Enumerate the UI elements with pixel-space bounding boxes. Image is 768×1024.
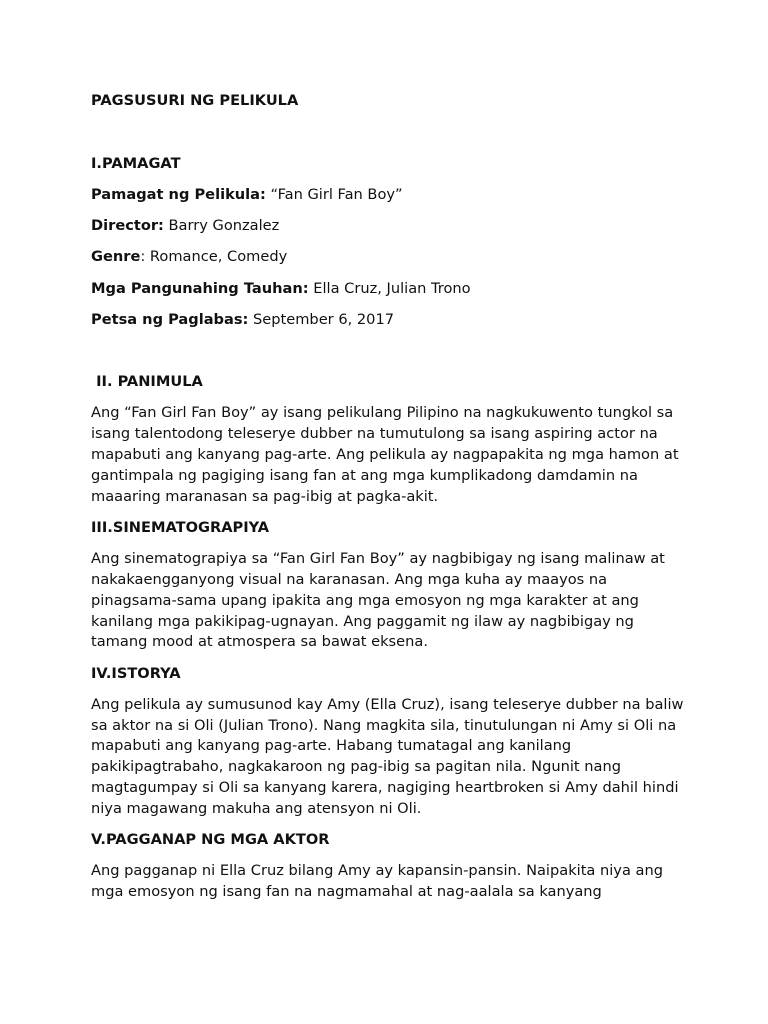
- field-petsa-ng-paglabas: [91, 310, 691, 331]
- section-spacer: [91, 341, 691, 372]
- field-label: Mga Pangunahing Tauhan:: [91, 279, 309, 297]
- field-value: : Romance, Comedy: [140, 248, 288, 266]
- paragraph-pagganap: Ang pagganap ni Ella Cruz bilang Amy ay kapansin-pansin. Naipakita niya ang mga emosyon ng isang fan na nagmamahal at nag-aalala sa kanyang: [91, 862, 663, 901]
- section-heading-istorya: IV.ISTORYA: [91, 664, 181, 682]
- field-mga-pangunahing-tauhan: [91, 279, 691, 300]
- field-value: September 6, 2017: [248, 310, 395, 328]
- field-genre: [91, 247, 691, 268]
- document-title: PAGSUSURI NG PELIKULA: [91, 92, 299, 109]
- field-value: “Fan Girl Fan Boy”: [265, 186, 403, 204]
- document-body: [91, 91, 691, 914]
- field-label: Director:: [91, 217, 164, 235]
- field-label: Petsa ng Paglabas:: [91, 310, 249, 328]
- field-pamagat-ng-pelikula: [91, 185, 691, 206]
- paragraph-sinematograpiya: Ang sinematograpiya sa “Fan Girl Fan Boy” ay nagbibigay ng isang malinaw at nakakaengganyong visual na karanasan. Ang mga kuha ay maayos na pinagsama-sama upang ipakita ang mga emosyon ng mga karakter at ang kanilang mga pakikipag-ugnayan. Ang paggamit ng ilaw ay nagbibigay ng tamang mood at atmospera sa bawat eksena.: [91, 550, 665, 651]
- field-value: Ella Cruz, Julian Trono: [308, 279, 471, 297]
- field-label: Genre: [91, 248, 141, 266]
- section-heading-pagganap: V.PAGGANAP NG MGA AKTOR: [91, 831, 330, 849]
- field-director: [91, 216, 691, 237]
- paragraph-panimula: Ang “Fan Girl Fan Boy” ay isang pelikulang Pilipino na nagkukuwento tungkol sa isang talentodong teleserye dubber na tumutulong sa isang aspiring actor na mapabuti ang kanyang pag-arte. Ang pelikula ay nagpapakita ng mga hamon at gantimpala ng pagiging isang fan at ang mga kumplikadong damdamin na maaaring maranasan sa pag-ibig at pagka-akit.: [91, 404, 679, 505]
- section-heading-panimula: II. PANIMULA: [91, 373, 203, 391]
- section-heading-sinematograpiya: III.SINEMATOGRAPIYA: [91, 518, 270, 536]
- field-label: Pamagat ng Pelikula:: [91, 186, 266, 204]
- paragraph-istorya: Ang pelikula ay sumusunod kay Amy (Ella Cruz), isang teleserye dubber na baliw sa aktor na si Oli (Julian Trono). Nang magkita sila, tinutulungan ni Amy si Oli na mapabuti ang kanyang pag-arte. Habang tumatagal ang kanilang pakikipagtrabaho, nagkakaroon ng pag-ibig sa pagitan nila. Ngunit nang magtagumpay si Oli sa kanyang karera, nagiging heartbroken si Amy dahil hindi niya magawang makuha ang atensyon ni Oli.: [91, 695, 684, 817]
- section-heading-pamagat: I.PAMAGAT: [91, 154, 181, 172]
- field-value: Barry Gonzalez: [163, 217, 280, 235]
